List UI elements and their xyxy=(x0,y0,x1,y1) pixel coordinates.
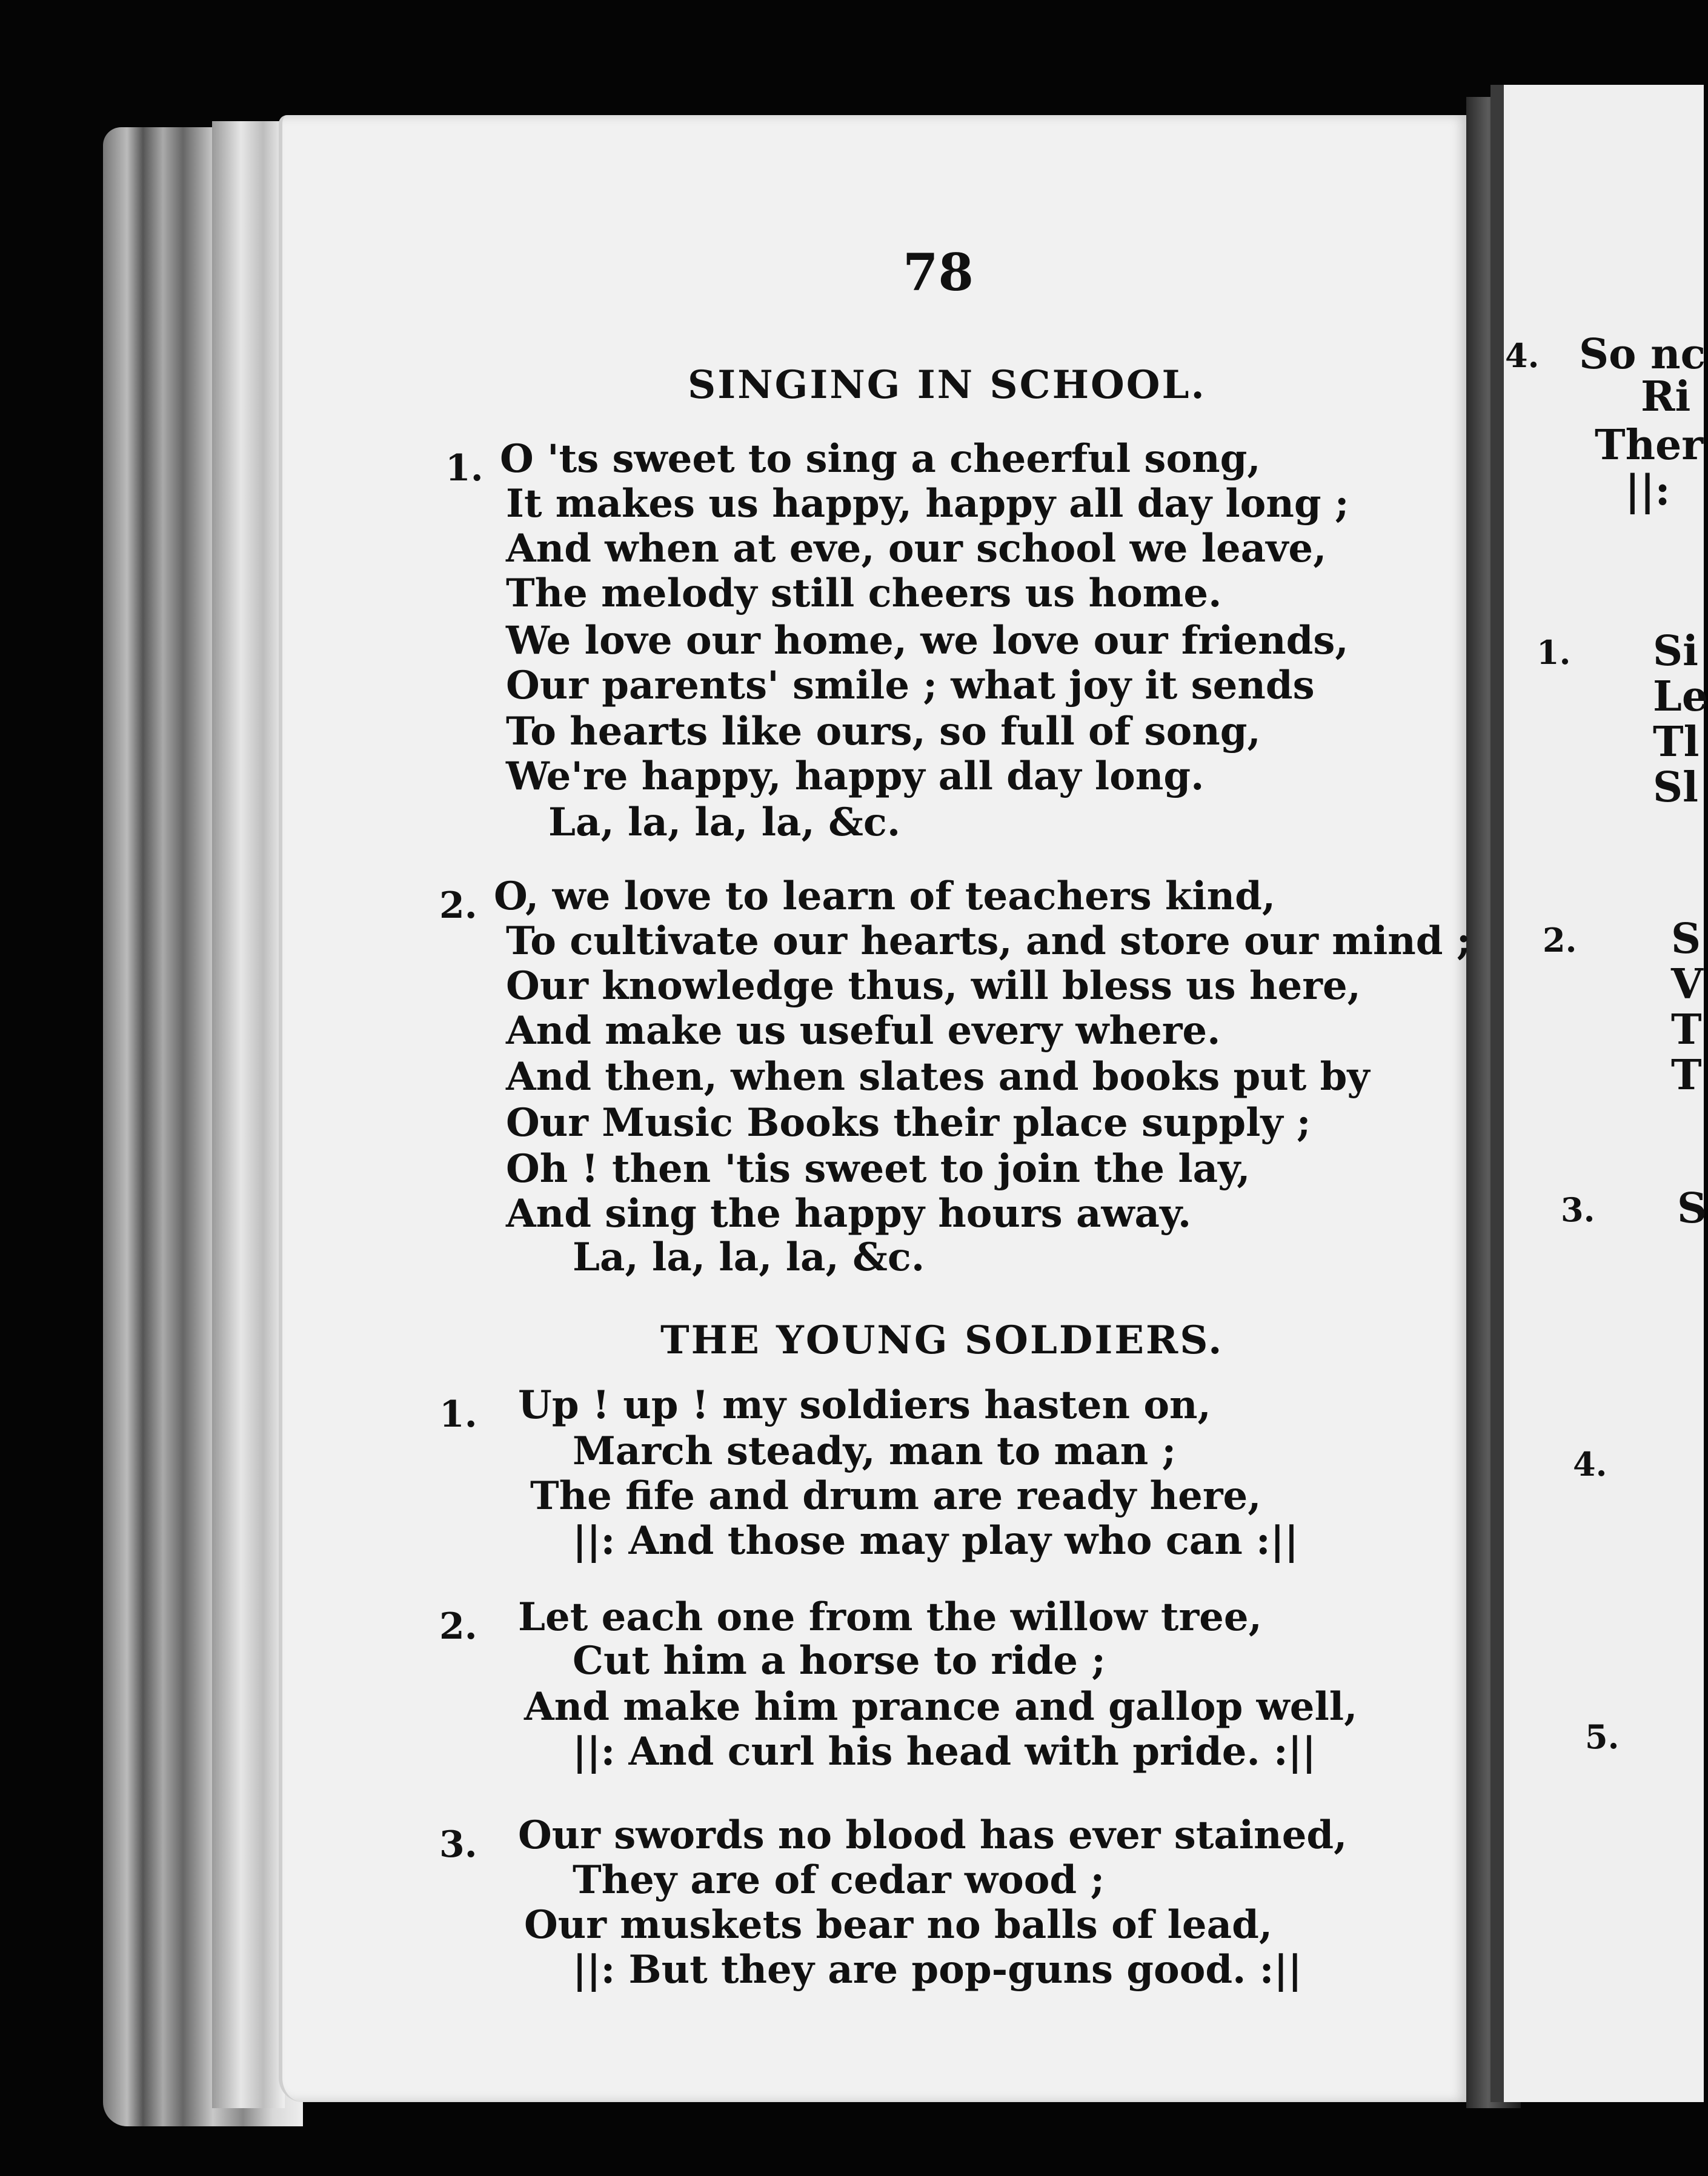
verse-line: Oh ! then 'tis sweet to join the lay, xyxy=(506,1146,1251,1192)
verse-line: We love our home, we love our friends, xyxy=(506,618,1349,663)
right-verse-number: 4. xyxy=(1573,1445,1607,1484)
right-line: So nc xyxy=(1579,330,1706,379)
verse-line: Our parents' smile ; what joy it sends xyxy=(506,663,1315,708)
book-page-edges-inner xyxy=(212,121,285,2108)
right-page-fragment xyxy=(1490,85,1708,2102)
verse-line: They are of cedar wood ; xyxy=(573,1857,1105,1903)
verse-line: And make him prance and gallop well, xyxy=(524,1684,1358,1730)
verse-line: And then, when slates and books put by xyxy=(506,1054,1370,1100)
song-title: THE YOUNG SOLDIERS. xyxy=(660,1318,1224,1363)
verse-line: Cut him a horse to ride ; xyxy=(573,1638,1106,1683)
verse-number: 1. xyxy=(445,447,483,489)
right-verse-number: 2. xyxy=(1543,921,1577,960)
right-line: Si xyxy=(1653,627,1698,675)
right-line: Tl xyxy=(1653,718,1700,766)
verse-number: 3. xyxy=(439,1823,477,1866)
page-number: 78 xyxy=(903,242,974,302)
right-line: ||: xyxy=(1625,466,1670,515)
verse-number: 2. xyxy=(439,1605,477,1648)
right-line: S xyxy=(1677,1184,1707,1233)
right-line: Le xyxy=(1653,672,1708,721)
right-verse-number: 4. xyxy=(1505,336,1540,375)
verse-line: La, la, la, la, &c. xyxy=(548,800,901,845)
verse-number: 2. xyxy=(439,884,477,927)
verse-line: Our muskets bear no balls of lead, xyxy=(524,1902,1273,1948)
verse-line: March steady, man to man ; xyxy=(573,1428,1177,1474)
verse-line: It makes us happy, happy all day long ; xyxy=(506,481,1349,526)
verse-line: And sing the happy hours away. xyxy=(506,1191,1192,1236)
right-line: T xyxy=(1671,1051,1702,1100)
verse-line: The melody still cheers us home. xyxy=(506,571,1222,616)
right-verse-number: 5. xyxy=(1585,1717,1620,1756)
verse-line: We're happy, happy all day long. xyxy=(506,754,1205,799)
verse-line: Let each one from the willow tree, xyxy=(518,1594,1262,1640)
right-line: T xyxy=(1671,1006,1702,1054)
right-line: V xyxy=(1671,960,1703,1009)
right-line: Ther xyxy=(1595,421,1704,469)
verse-line: Up ! up ! my soldiers hasten on, xyxy=(518,1382,1211,1428)
verse-line: O, we love to learn of teachers kind, xyxy=(494,874,1276,919)
verse-line: ||: But they are pop-guns good. :|| xyxy=(573,1947,1302,1992)
verse-number: 1. xyxy=(439,1393,477,1436)
right-line: Ri xyxy=(1641,373,1691,421)
verse-line: And make us useful every where. xyxy=(506,1008,1221,1053)
verse-line: Our swords no blood has ever stained, xyxy=(518,1813,1347,1858)
verse-line: ||: And those may play who can :|| xyxy=(573,1518,1299,1564)
verse-line: ||: And curl his head with pride. :|| xyxy=(573,1729,1317,1774)
right-verse-number: 3. xyxy=(1561,1190,1595,1229)
song-title: SINGING IN SCHOOL. xyxy=(688,362,1206,408)
right-line: S xyxy=(1671,915,1701,963)
verse-line: To cultivate our hearts, and store our mind ; xyxy=(506,918,1471,964)
right-verse-number: 1. xyxy=(1537,633,1571,672)
right-line: Sl xyxy=(1653,763,1698,812)
verse-line: Our knowledge thus, will bless us here, xyxy=(506,963,1361,1009)
verse-line: The fife and drum are ready here, xyxy=(530,1473,1261,1519)
verse-line: La, la, la, la, &c. xyxy=(573,1235,925,1280)
verse-line: To hearts like ours, so full of song, xyxy=(506,709,1261,754)
verse-line: And when at eve, our school we leave, xyxy=(506,526,1327,571)
verse-line: O 'ts sweet to sing a cheerful song, xyxy=(500,436,1261,482)
verse-line: Our Music Books their place supply ; xyxy=(506,1100,1311,1146)
